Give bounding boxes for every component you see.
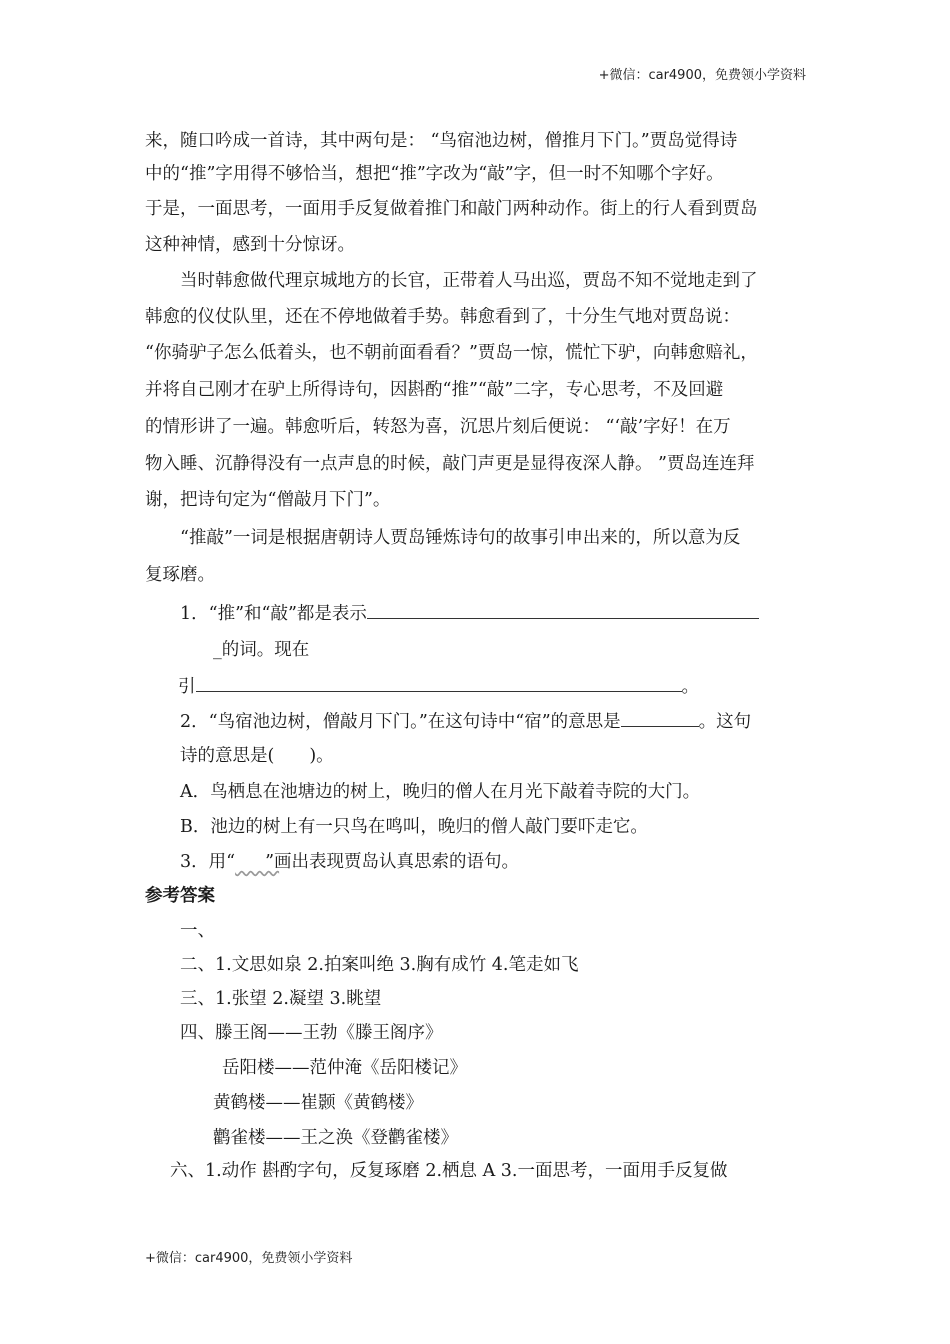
answers-title: 参考答案 xyxy=(145,886,215,906)
wavy-line-mark xyxy=(235,851,265,873)
question-2 xyxy=(180,710,751,733)
answer-line: 鹳雀楼——王之涣《登鹳雀楼》 xyxy=(213,1128,458,1148)
question-1-cont: _的词。现在 xyxy=(213,640,310,660)
question-2-cont: 诗的意思是( )。 xyxy=(180,746,334,766)
answer-line: 岳阳楼——范仲淹《岳阳楼记》 xyxy=(222,1058,467,1078)
answer-blank[interactable] xyxy=(367,602,759,619)
story-line: 当时韩愈做代理京城地方的长官，正带着人马出巡，贾岛不知不觉地走到了 xyxy=(180,271,758,291)
story-line: 这种神情，感到十分惊讶。 xyxy=(145,235,355,255)
question-1-prefix: 引 xyxy=(178,677,196,697)
answer-blank[interactable] xyxy=(621,710,699,727)
answer-line: 六、1.动作 斟酌字句，反复琢磨 2.栖息 A 3.一面思考，一面用手反复做 xyxy=(170,1161,728,1181)
option-b[interactable]: B．池边的树上有一只鸟在鸣叫，晚归的僧人敲门要吓走它。 xyxy=(180,817,648,837)
story-line: “你骑驴子怎么低着头，也不朝前面看看？”贾岛一惊，慌忙下驴，向韩愈赔礼， xyxy=(145,343,758,363)
answer-line: 黄鹤楼——崔颢《黄鹤楼》 xyxy=(213,1093,423,1113)
question-1-suffix: 。 xyxy=(681,677,699,697)
question-2-suffix: 。这句 xyxy=(698,712,752,732)
story-line: “推敲”一词是根据唐朝诗人贾岛锤炼诗句的故事引申出来的，所以意为反 xyxy=(180,528,741,548)
question-2-text: 2．“鸟宿池边树，僧敲月下门。”在这句诗中“宿”的意思是 xyxy=(180,712,621,732)
answer-line: 三、1.张望 2.凝望 3.眺望 xyxy=(180,989,382,1009)
story-line: 并将自己刚才在驴上所得诗句，因斟酌“推”“敲”二字，专心思考，不及回避 xyxy=(145,380,724,400)
option-a[interactable]: A．鸟栖息在池塘边的树上，晚归的僧人在月光下敲着寺院的大门。 xyxy=(180,782,701,802)
story-line: 于是，一面思考，一面用手反复做着推门和敲门两种动作。街上的行人看到贾岛 xyxy=(145,199,758,219)
answer-line: 四、滕王阁——王勃《滕王阁序》 xyxy=(180,1023,443,1043)
story-line: 复琢磨。 xyxy=(145,565,215,585)
answer-line: 二、1.文思如泉 2.拍案叫绝 3.胸有成竹 4.笔走如飞 xyxy=(180,955,579,975)
story-line: 中的“推”字用得不够恰当，想把“推”字改为“敲”字，但一时不知哪个字好。 xyxy=(145,164,724,184)
footer-note: +微信：car4900，免费领小学资料 xyxy=(145,1251,353,1266)
question-1 xyxy=(180,602,759,625)
story-line: 物入睡、沉静得没有一点声息的时候，敲门声更是显得夜深人静。 ”贾岛连连拜 xyxy=(145,454,755,474)
story-line: 来，随口吟成一首诗，其中两句是： “鸟宿池边树，僧推月下门。”贾岛觉得诗 xyxy=(145,131,738,151)
question-3-prefix: 3．用“ xyxy=(180,852,236,872)
header-note: +微信：car4900，免费领小学资料 xyxy=(598,68,806,83)
story-line: 谢，把诗句定为“僧敲月下门”。 xyxy=(145,490,391,510)
question-1-text: 1．“推”和“敲”都是表示 xyxy=(180,604,367,624)
question-1-cont2 xyxy=(178,675,699,698)
question-3-suffix: ”画出表现贾岛认真思索的语句。 xyxy=(265,852,520,872)
story-line: 韩愈的仪仗队里，还在不停地做着手势。韩愈看到了，十分生气地对贾岛说： xyxy=(145,307,740,327)
question-3 xyxy=(180,851,519,873)
answer-line: 一、 xyxy=(180,921,215,941)
story-line: 的情形讲了一遍。韩愈听后，转怒为喜，沉思片刻后便说： “‘敲’字好！在万 xyxy=(145,417,731,437)
answer-blank[interactable] xyxy=(196,675,682,692)
